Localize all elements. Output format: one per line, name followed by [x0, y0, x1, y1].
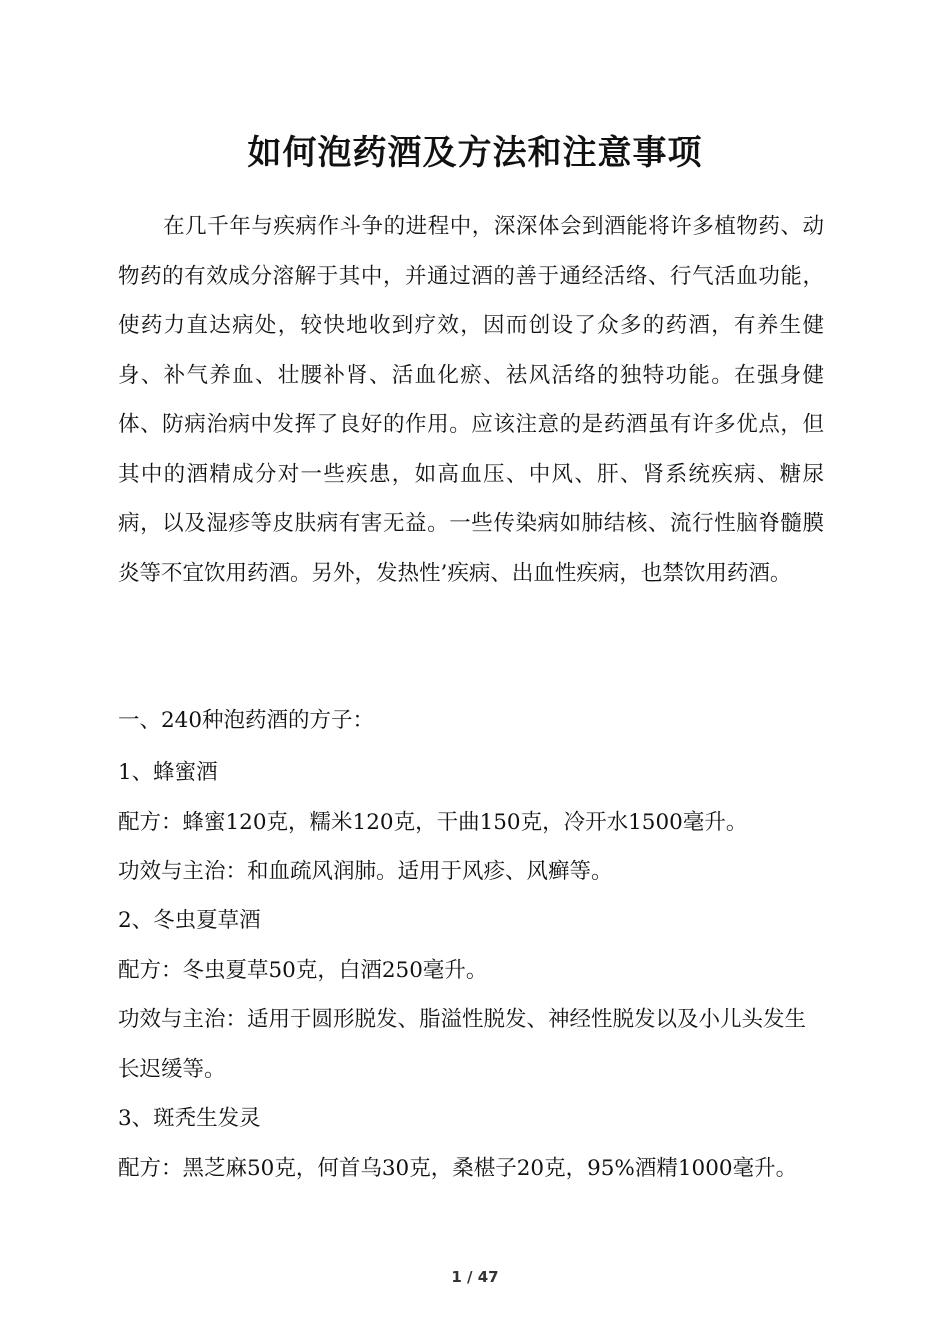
page-number: 1 / 47: [451, 1268, 499, 1286]
recipe-2-formula: 配方：冬虫夏草50克，白酒250毫升。: [118, 958, 488, 983]
section-heading: 一、240种泡药酒的方子：: [118, 708, 375, 733]
recipe-3-formula: 配方：黑芝麻50克，何首乌30克，桑椹子20克，95%酒精1000毫升。: [118, 1156, 798, 1181]
recipe-3-name: 3、斑秃生发灵: [118, 1106, 261, 1131]
recipe-2-name: 2、冬虫夏草酒: [118, 908, 261, 933]
intro-paragraph: 在几千年与疾病作斗争的进程中，深深体会到酒能将许多植物药、动物药的有效成分溶解于其中，并通过酒的善于通经活络、行气活血功能，使药力直达病处，较快地收到疗效，因而创设了众多的药酒，有养生健身、补气养血、壮腰补肾、活血化瘀、祛风活络的独特功能。在强身健体、防病治病中发挥了良好的作用。应该注意的是药酒虽有许多优点，但其中的酒精成分对一些疾患，如高血压、中风、肝、肾系统疾病、糖尿病，以及湿疹等皮肤病有害无益。一些传染病如肺结核、流行性脑脊髓膜炎等不宜饮用药酒。另外，发热性’疾病、出血性疾病，也禁饮用药酒。: [118, 214, 824, 586]
recipe-2-effect: 功效与主治：适用于圆形脱发、脂溢性脱发、神经性脱发以及小儿头发生长迟缓等。: [118, 1007, 807, 1082]
document-title: 如何泡药酒及方法和注意事项: [247, 133, 703, 173]
recipe-1-formula: 配方：蜂蜜120克，糯米120克，干曲150克，冷开水1500毫升。: [118, 810, 748, 835]
recipe-1-effect: 功效与主治：和血疏风润肺。适用于风疹、风癣等。: [118, 859, 613, 884]
recipe-1-name: 1、蜂蜜酒: [118, 760, 218, 785]
